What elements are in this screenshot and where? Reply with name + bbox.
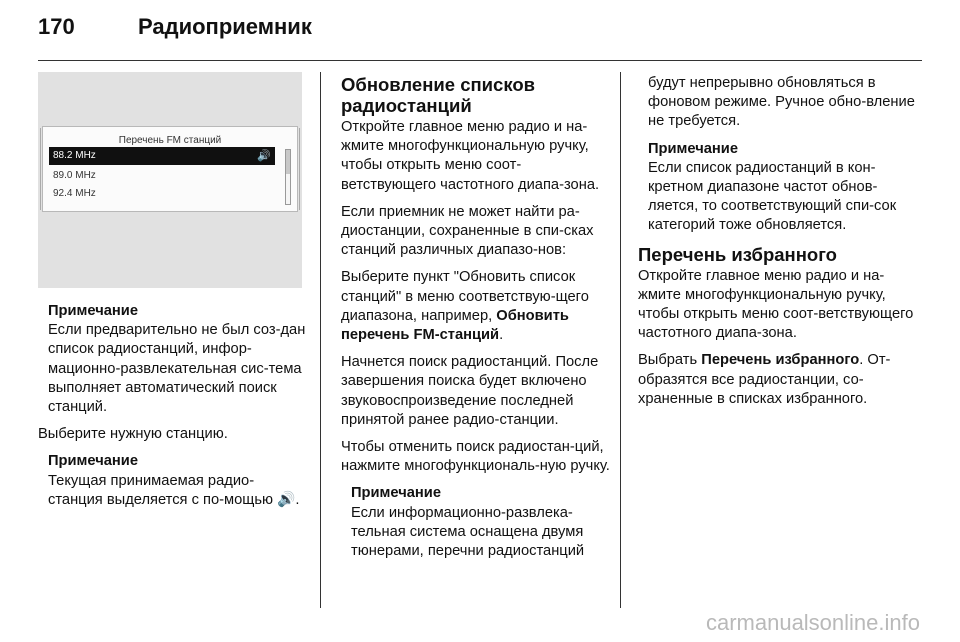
station-label: 92.4 MHz	[53, 188, 96, 199]
column-divider	[620, 72, 621, 608]
station-row[interactable]	[49, 167, 275, 185]
watermark: carmanualsonline.info	[705, 610, 920, 635]
section-heading: Обновление списков радиостанций	[341, 74, 536, 116]
paragraph	[341, 268, 611, 345]
paragraph-text: . От-образятся все радиостанции, со-храненные в списках избранного.	[638, 352, 891, 407]
header-rule	[38, 60, 922, 61]
station-label: 88.2 MHz	[53, 150, 96, 161]
menu-item-reference: Обновить перечень FM-станций	[341, 307, 569, 344]
station-row[interactable]	[49, 185, 275, 203]
bezel-mark	[40, 128, 41, 210]
note	[38, 452, 306, 510]
scrollbar[interactable]	[285, 149, 291, 205]
note	[638, 140, 922, 236]
speaker-icon: 🔊	[257, 150, 271, 162]
page-number: 170	[38, 14, 75, 39]
note-title: Примечание	[48, 453, 138, 470]
column-2	[341, 74, 611, 569]
page-title: Радиоприемник	[138, 14, 312, 39]
scrollbar-thumb[interactable]	[286, 150, 290, 174]
page-header	[38, 14, 922, 48]
paragraph: Если приемник не может найти ра-диостанции, сохраненные в спи-сках станций различных диапазо-нов:	[341, 203, 594, 259]
note-text: Если предварительно не был соз-дан список радиостанций, инфор-мационно-развлекательная сис-тема выполняет автоматический поиск станций.	[48, 322, 306, 416]
note	[38, 302, 306, 417]
paragraph: Начнется поиск радиостанций. После завершения поиска будет включено звуковоспроизведение последней принятой ранее радио-станции.	[341, 354, 599, 428]
note	[341, 484, 611, 561]
screen-title: Перечень FM станций	[118, 135, 222, 146]
note-title: Примечание	[48, 303, 138, 319]
note-title: Примечание	[351, 485, 441, 502]
paragraph	[638, 351, 922, 409]
menu-item-reference: Перечень избранного	[701, 352, 860, 369]
radio-screen	[42, 126, 298, 212]
station-row-selected[interactable]	[49, 147, 275, 165]
bezel-mark	[299, 128, 300, 210]
screen-illustration	[38, 72, 302, 288]
note-text: Текущая принимаемая радио-станция выделяется с по-мощью 🔊.	[48, 472, 300, 508]
station-label: 89.0 MHz	[53, 170, 96, 181]
paragraph: Чтобы отменить поиск радиостан-ций, нажмите многофункциональ-ную ручку.	[341, 439, 610, 475]
note-title: Примечание	[648, 140, 738, 157]
note-text: будут непрерывно обновляться в фоновом режиме. Ручное обно-вление не требуется.	[648, 75, 915, 130]
paragraph-text: Выбрать	[638, 352, 698, 369]
paragraph: Откройте главное меню радио и на-жмите многофункциональную ручку, чтобы открыть меню соот-ветствующего частотного диапа-зона.	[341, 119, 600, 193]
column-divider	[320, 72, 321, 608]
note-continued	[638, 74, 922, 132]
section-heading: Перечень избранного	[638, 243, 837, 265]
paragraph: Откройте главное меню радио и на-жмите многофункциональную ручку, чтобы открыть меню соот-ветствующего частотного диапа-зона.	[638, 267, 914, 342]
column-3	[638, 74, 922, 417]
note-text: Если информационно-развлека-тельная система оснащена двумя тюнерами, перечни радиостанций	[351, 504, 585, 560]
column-1	[38, 72, 306, 518]
punctuation: .	[499, 327, 504, 344]
paragraph: Выберите нужную станцию.	[38, 426, 228, 443]
note-text: Если список радиостанций в кон-кретном диапазоне частот обнов-ляется, то соответствующий спи-сок категорий тоже обновляется.	[648, 159, 897, 234]
paragraph-text: Выберите пункт "Обновить список станций" в меню соответствую-щего диапазона, например,	[341, 269, 589, 324]
